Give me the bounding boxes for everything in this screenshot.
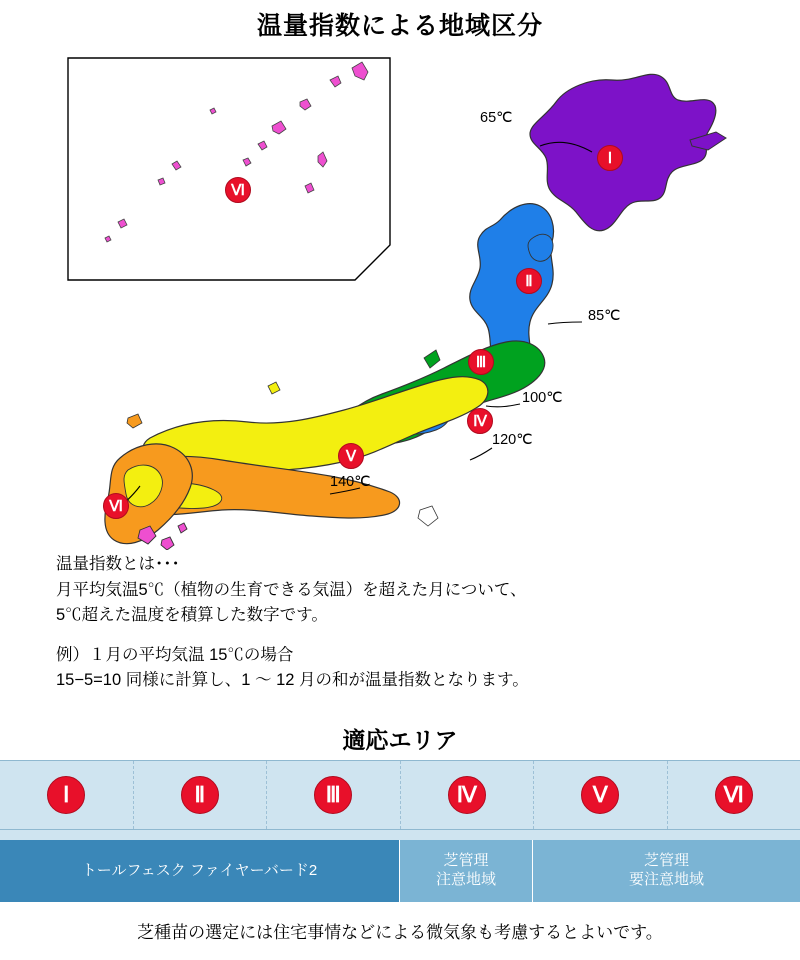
zone-6-island-3 — [178, 523, 187, 533]
zone-marker-2: Ⅱ — [516, 268, 542, 294]
band-high-caution-area — [533, 840, 800, 902]
band-high-caution-line-1: 芝管理 — [643, 852, 689, 870]
explanation-block — [56, 552, 776, 694]
zone-badge-1: Ⅰ — [47, 776, 85, 814]
zone-badge-3: Ⅲ — [314, 776, 352, 814]
leader-line-100 — [486, 404, 520, 407]
noto-peninsula — [424, 350, 440, 368]
page-title: 温量指数による地域区分 — [256, 12, 543, 40]
leader-line-85 — [548, 322, 582, 324]
footnote-text: 芝種苗の選定には住宅事情などによる微気象も考慮するとよいです。 — [137, 923, 663, 942]
band-caution-area — [400, 840, 533, 902]
temp-label-65: 65℃ — [480, 110, 513, 126]
zone-marker-5: Ⅴ — [338, 443, 364, 469]
okinawa-inset-box — [68, 58, 390, 280]
tsushima-island — [127, 414, 142, 428]
zone-badge-2: Ⅱ — [181, 776, 219, 814]
oki-island — [268, 382, 280, 394]
map-svg — [0, 40, 800, 550]
zone-6-island-2 — [161, 537, 174, 550]
zone-marker-6-okinawa: Ⅵ — [225, 177, 251, 203]
okinawa-islands — [105, 62, 368, 242]
explanation-gap — [56, 629, 776, 643]
explanation-line-4: 例）１月の平均気温 15℃の場合 — [56, 645, 294, 664]
area-table — [0, 760, 800, 902]
zone-badge-6: Ⅵ — [715, 776, 753, 814]
zone-cell-2 — [134, 761, 268, 829]
zone-1-hokkaido — [530, 74, 716, 230]
table-spacer — [0, 830, 800, 840]
temp-label-120: 120℃ — [492, 432, 533, 448]
zone-cell-6 — [668, 761, 800, 829]
explanation-line-1: 温量指数とは･･･ — [56, 555, 180, 573]
temp-label-85: 85℃ — [588, 308, 621, 324]
zone-marker-4: Ⅳ — [467, 408, 493, 434]
band-caution-line-1: 芝管理 — [443, 852, 489, 870]
zone-header-row — [0, 760, 800, 830]
explanation-line-2: 月平均気温5℃（植物の生育できる気温）を超えた月について、 — [56, 580, 527, 599]
tohoku-inner — [528, 234, 553, 261]
zone-cell-1 — [0, 761, 134, 829]
explanation-line-5: 15−5=10 同様に計算し、1 〜 12 月の和が温量指数となります。 — [56, 671, 529, 690]
explanation-line-3: 5℃超えた温度を積算した数字です。 — [56, 606, 328, 625]
japan-climate-map — [0, 40, 800, 550]
zone-badge-5: Ⅴ — [581, 776, 619, 814]
suitability-band-row — [0, 840, 800, 902]
zone-badge-4: Ⅳ — [448, 776, 486, 814]
zone-marker-3: Ⅲ — [468, 349, 494, 375]
band-caution-line-2: 注意地域 — [435, 871, 496, 888]
kii-small-island — [418, 506, 438, 526]
temp-label-100: 100℃ — [522, 390, 563, 406]
area-section-title: 適応エリア — [342, 727, 458, 753]
temp-label-140: 140℃ — [330, 474, 371, 490]
leader-line-120 — [470, 448, 492, 460]
zone-cell-4 — [401, 761, 535, 829]
band-high-caution-line-2: 要注意地域 — [628, 871, 704, 888]
band-product-range: トールフェスク ファイヤーバード2 — [0, 840, 400, 902]
zone-cell-5 — [534, 761, 668, 829]
zone-cell-3 — [267, 761, 401, 829]
zone-marker-1: Ⅰ — [597, 145, 623, 171]
zone-marker-6-kyushu: Ⅵ — [103, 493, 129, 519]
